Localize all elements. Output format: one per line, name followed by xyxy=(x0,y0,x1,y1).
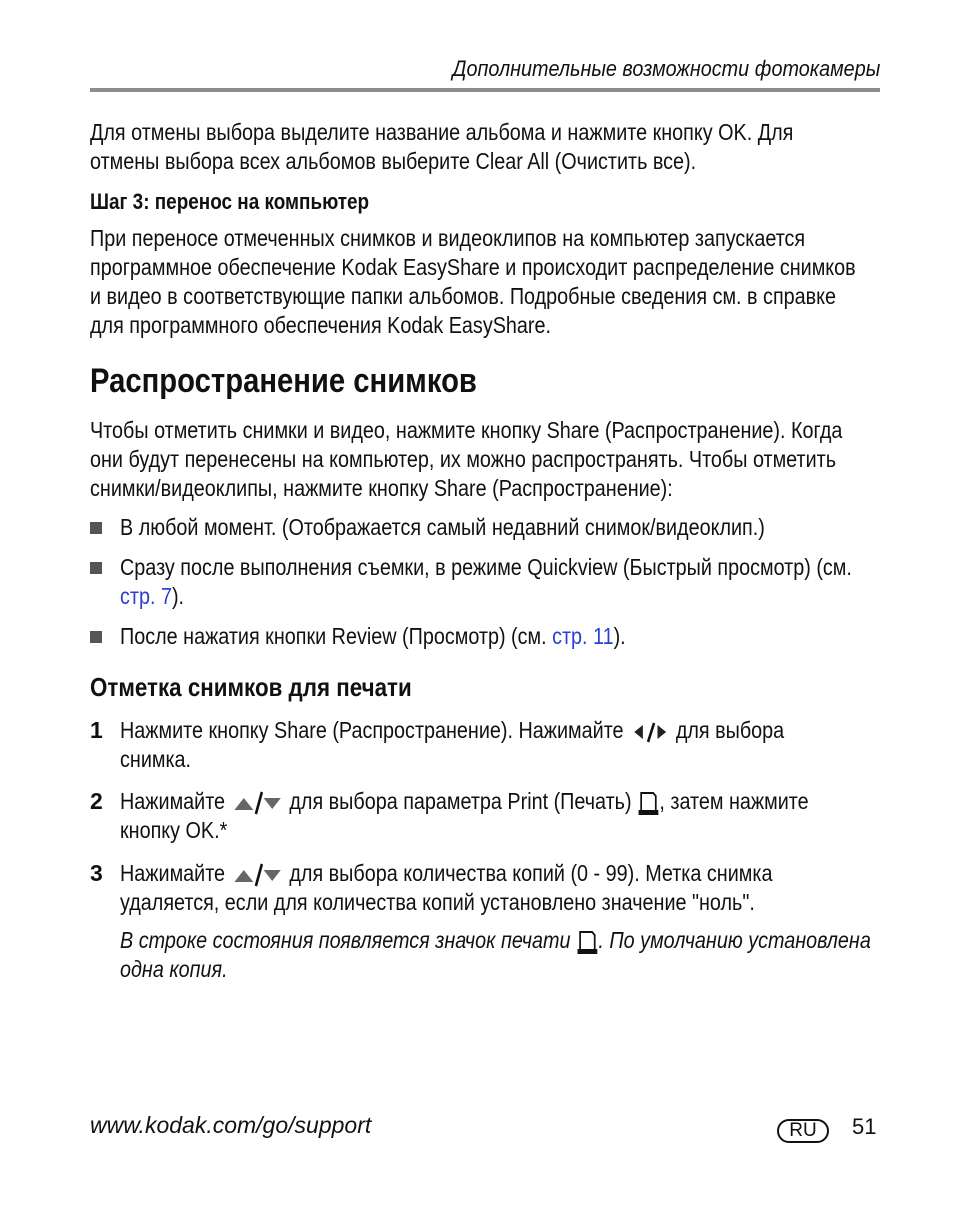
step-text-end: , затем нажмите xyxy=(659,788,809,814)
bullet-text: Сразу после выполнения съемки, в режиме Quickview (Быстрый просмотр) (см. xyxy=(120,554,852,580)
step-number: 1 xyxy=(90,717,103,743)
share-paragraph xyxy=(90,416,954,503)
bullet-text-end: ). xyxy=(171,583,185,609)
step-text: Нажимайте xyxy=(120,788,226,814)
section-heading xyxy=(90,362,540,401)
left-right-arrows-icon xyxy=(629,720,670,744)
intro-line-1: Для отмены выбора выделите название альбома и нажмите кнопку OK. Для xyxy=(90,119,794,145)
step3-line-2: программное обеспечение Kodak EasyShare и происходит распределение снимков xyxy=(90,254,856,280)
intro-paragraph xyxy=(90,118,908,176)
square-bullet-icon xyxy=(90,631,102,643)
page-header xyxy=(90,52,880,92)
step3-line-4: для программного обеспечения Kodak EasyShare. xyxy=(90,312,551,338)
step-text-cont: для выбора xyxy=(675,717,785,743)
share-line-2: они будут перенесены на компьютер, их можно распространять. Чтобы отметить xyxy=(90,446,837,472)
status-note xyxy=(120,926,954,984)
square-bullet-icon xyxy=(90,562,102,574)
up-down-arrows-icon xyxy=(231,862,284,888)
bullet-text: После нажатия кнопки Review (Просмотр) (см. xyxy=(120,623,553,649)
step-text-cont: для выбора параметра Print (Печать) xyxy=(289,788,632,814)
square-bullet-icon xyxy=(90,522,102,534)
step-text-line2: снимка. xyxy=(120,746,192,772)
subsection-heading-text: Отметка снимков для печати xyxy=(90,672,412,702)
bullet-text: В любой момент. (Отображается самый недавний снимок/видеоклип.) xyxy=(120,514,765,540)
step-number: 2 xyxy=(90,788,103,814)
step-text: Нажимайте xyxy=(120,860,226,886)
bullet-text-end: ). xyxy=(613,623,626,649)
support-url[interactable]: www.kodak.com/go/support xyxy=(90,1112,372,1138)
step3-heading xyxy=(90,189,415,215)
step-text-line2: кнопку OK.* xyxy=(120,817,228,843)
step3-heading-text: Шаг 3: перенос на компьютер xyxy=(90,189,370,214)
step-text: Нажмите кнопку Share (Распространение). Нажимайте xyxy=(120,717,624,743)
language-badge: RU xyxy=(777,1119,829,1143)
print-icon xyxy=(637,790,659,816)
section-heading-text: Распространение снимков xyxy=(90,362,477,400)
intro-line-2: отмены выбора всех альбомов выберите Clear All (Очистить все). xyxy=(90,148,697,174)
note-text: В строке состояния появляется значок печати xyxy=(120,927,571,953)
subsection-heading xyxy=(90,672,464,703)
step3-line-3: и видео в соответствующие папки альбомов. Подробные сведения см. в справке xyxy=(90,283,837,309)
page-link-7[interactable]: стр. 7 xyxy=(120,583,172,609)
share-line-1: Чтобы отметить снимки и видео, нажмите кнопку Share (Распространение). Когда xyxy=(90,417,843,443)
note-text-cont: . По умолчанию установлена xyxy=(598,927,871,953)
up-down-arrows-icon xyxy=(231,790,284,816)
note-text-line2: одна копия. xyxy=(120,956,228,982)
header-rule xyxy=(90,88,880,92)
step-number: 3 xyxy=(90,860,103,886)
step-text-cont: для выбора количества копий (0 - 99). Метка снимка xyxy=(289,860,773,886)
page-number: 51 xyxy=(852,1114,877,1139)
step-text-line2: удаляется, если для количества копий установлено значение "ноль". xyxy=(120,889,755,915)
step3-paragraph xyxy=(90,224,954,340)
share-line-3: снимки/видеоклипы, нажмите кнопку Share (Распространение): xyxy=(90,475,673,501)
page-link-11[interactable]: стр. 11 xyxy=(552,623,614,649)
chapter-title: Дополнительные возможности фотокамеры xyxy=(452,56,880,81)
print-icon xyxy=(576,929,598,955)
step3-line-1: При переносе отмеченных снимков и видеоклипов на компьютер запускается xyxy=(90,225,806,251)
